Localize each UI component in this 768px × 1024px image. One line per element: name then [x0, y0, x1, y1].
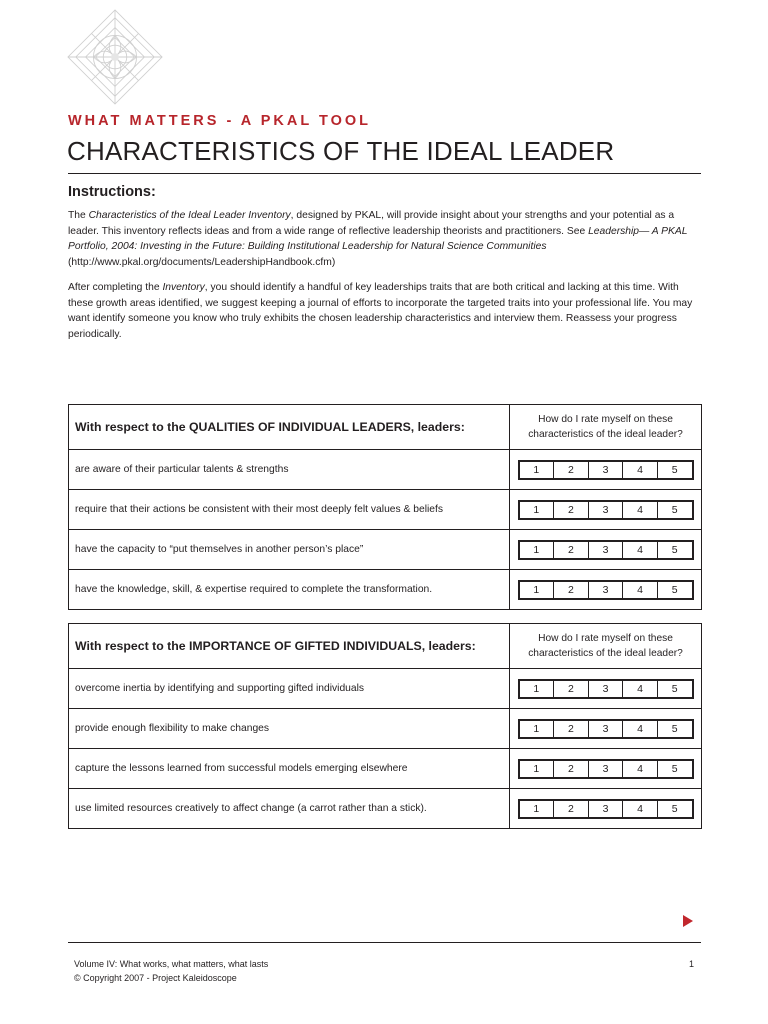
- rating-scale: [518, 759, 694, 779]
- rating-option-3[interactable]: 3: [589, 502, 624, 518]
- item-text: require that their actions be consistent with their most deeply felt values & beliefs: [69, 490, 510, 530]
- rating-option-2[interactable]: 2: [554, 761, 589, 777]
- rating-option-5[interactable]: 5: [671, 503, 678, 516]
- rating-option-4[interactable]: 4: [623, 801, 658, 817]
- rating-header: How do I rate myself on these characteristics of the ideal leader?: [510, 405, 702, 450]
- rating-option-3[interactable]: 3: [589, 681, 624, 697]
- rating-option-2[interactable]: 2: [554, 502, 589, 518]
- rating-option-3[interactable]: 3: [589, 761, 624, 777]
- instructions-paragraph-1: The Characteristics of the Ideal Leader Inventory, designed by PKAL, will provide insight about your strengths and your potential as a leader. This inventory reflects ideas and from a wide range of reflective leadership theorists and practitioners. See Leadership— A PKAL Portfolio, 2004: Investing in the Future: Building Institutional Leadership for Natural Science Communities (http://www.pkal.org/documents/LeadershipHandbook.cfm): [68, 210, 688, 268]
- table-row: [69, 450, 702, 490]
- rating-option-1[interactable]: 1: [520, 502, 555, 518]
- rating-option-5[interactable]: 5: [671, 802, 678, 815]
- rating-option-1[interactable]: 1: [520, 582, 555, 598]
- kaleidoscope-logo-icon: [66, 8, 164, 106]
- rating-option-5[interactable]: 5: [671, 722, 678, 735]
- rating-option-5[interactable]: 5: [671, 682, 678, 695]
- section-heading: With respect to the IMPORTANCE OF GIFTED INDIVIDUALS, leaders:: [69, 624, 510, 669]
- rating-option-4[interactable]: 4: [623, 462, 658, 478]
- instructions-paragraph-2: After completing the Inventory, you should identify a handful of key leaderships traits that are both critical and lacking at this time. With these growth areas identified, we suggest keeping a journal of efforts to incorporate the targeted traits into your professional life. You may want identify someone you know who truly exhibits the chosen leadership characteristics and interview them. Reassess your progress periodically.: [68, 282, 693, 340]
- table-row: [69, 749, 702, 789]
- rating-option-1[interactable]: 1: [520, 542, 555, 558]
- next-page-arrow-icon[interactable]: [683, 915, 693, 927]
- rating-option-2[interactable]: 2: [554, 582, 589, 598]
- rating-option-2[interactable]: 2: [554, 721, 589, 737]
- rating-option-4[interactable]: 4: [623, 681, 658, 697]
- table-row: [69, 789, 702, 829]
- rating-scale: [518, 500, 694, 520]
- rating-scale: [518, 540, 694, 560]
- rating-option-5[interactable]: 5: [671, 583, 678, 596]
- rating-option-1[interactable]: 1: [520, 721, 555, 737]
- rating-option-5[interactable]: 5: [671, 762, 678, 775]
- item-text: capture the lessons learned from successful models emerging elsewhere: [69, 749, 510, 789]
- item-text: overcome inertia by identifying and supporting gifted individuals: [69, 669, 510, 709]
- rating-option-2[interactable]: 2: [554, 681, 589, 697]
- rating-option-4[interactable]: 4: [623, 502, 658, 518]
- rating-option-2[interactable]: 2: [554, 462, 589, 478]
- instructions-heading: Instructions:: [68, 184, 156, 200]
- footer-copyright: © Copyright 2007 - Project Kaleidoscope: [74, 973, 237, 983]
- table-row: [69, 530, 702, 570]
- rating-option-1[interactable]: 1: [520, 801, 555, 817]
- rating-scale: [518, 679, 694, 699]
- item-text: have the knowledge, skill, & expertise required to complete the transformation.: [69, 570, 510, 610]
- rating-option-2[interactable]: 2: [554, 542, 589, 558]
- table-row: [69, 570, 702, 610]
- tagline: WHAT MATTERS - A PKAL TOOL: [68, 113, 371, 129]
- rating-header: How do I rate myself on these characteristics of the ideal leader?: [510, 624, 702, 669]
- table-row: [69, 669, 702, 709]
- item-text: are aware of their particular talents & strengths: [69, 450, 510, 490]
- rating-option-5[interactable]: 5: [671, 543, 678, 556]
- rating-option-2[interactable]: 2: [554, 801, 589, 817]
- rating-option-4[interactable]: 4: [623, 721, 658, 737]
- footer-divider: [68, 942, 701, 943]
- page-title: CHARACTERISTICS OF THE IDEAL LEADER: [67, 136, 615, 166]
- rating-option-3[interactable]: 3: [589, 801, 624, 817]
- item-text: provide enough flexibility to make changes: [69, 709, 510, 749]
- rating-option-4[interactable]: 4: [623, 761, 658, 777]
- inventory-table-qualities: [68, 404, 702, 610]
- item-text: use limited resources creatively to affect change (a carrot rather than a stick).: [69, 789, 510, 829]
- inventory-table-gifted-individuals: [68, 623, 702, 829]
- rating-scale: [518, 799, 694, 819]
- page-number: 1: [688, 959, 694, 969]
- item-text: have the capacity to “put themselves in another person’s place”: [69, 530, 510, 570]
- rating-option-1[interactable]: 1: [520, 681, 555, 697]
- rating-scale: [518, 460, 694, 480]
- rating-option-3[interactable]: 3: [589, 542, 624, 558]
- rating-scale: [518, 580, 694, 600]
- table-row: [69, 490, 702, 530]
- rating-option-3[interactable]: 3: [589, 462, 624, 478]
- section-heading: With respect to the QUALITIES OF INDIVIDUAL LEADERS, leaders:: [69, 405, 510, 450]
- table-row: [69, 709, 702, 749]
- rating-scale: [518, 719, 694, 739]
- rating-option-4[interactable]: 4: [623, 582, 658, 598]
- rating-option-3[interactable]: 3: [589, 721, 624, 737]
- rating-option-5[interactable]: 5: [671, 463, 678, 476]
- rating-option-3[interactable]: 3: [589, 582, 624, 598]
- rating-option-1[interactable]: 1: [520, 462, 555, 478]
- footer-volume: Volume IV: What works, what matters, what lasts: [74, 959, 269, 969]
- rating-option-1[interactable]: 1: [520, 761, 555, 777]
- rating-option-4[interactable]: 4: [623, 542, 658, 558]
- title-divider: [68, 173, 701, 174]
